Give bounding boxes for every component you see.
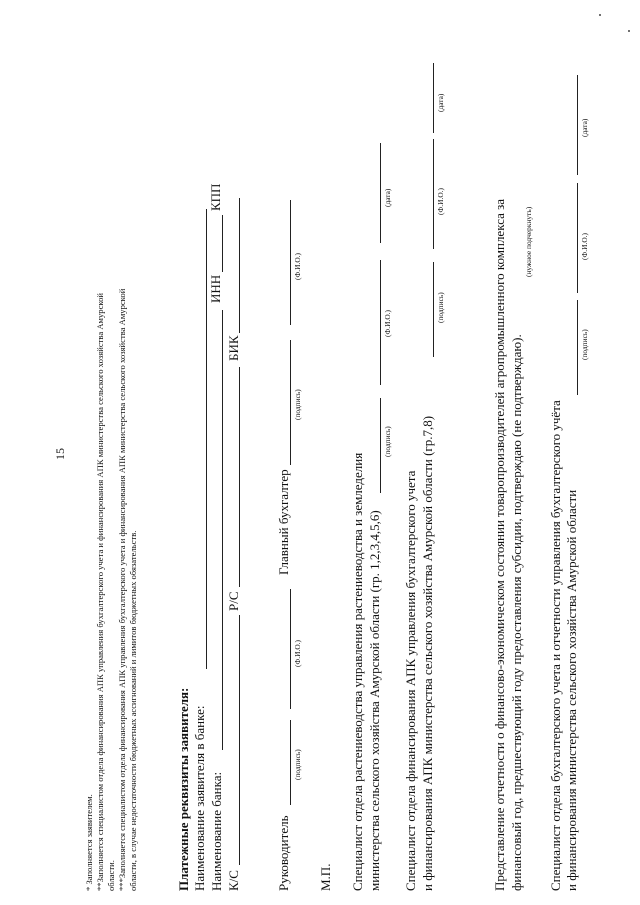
director-signature-caption: (подпись) bbox=[293, 749, 302, 780]
plant-signature-line bbox=[380, 398, 381, 493]
director-fio-line bbox=[290, 589, 291, 709]
fin-specialist-line-2: и финансирования АПК министерства сельского хозяйства Амурской области (гр.7,8) bbox=[420, 415, 435, 891]
plant-date-line bbox=[380, 143, 381, 243]
report-hint: (нужное подчеркнуть) bbox=[524, 206, 533, 277]
director-fio-caption: (Ф.И.О.) bbox=[293, 640, 302, 667]
bik-line bbox=[239, 198, 240, 333]
report-line-2: финансовый год, предшествующий году предоставления субсидии, подтверждаю (не подтверждаю). bbox=[509, 334, 524, 891]
name-in-bank-label: Наименование заявителя в банке: bbox=[192, 705, 207, 891]
fin-signature-caption: (подпись) bbox=[436, 292, 445, 323]
footnote-3: ***Заполняется специалистом отдела финансирования АПК управления бухгалтерского учета и финансирования АПК министерства сельского хозяйства Амурской bbox=[117, 288, 127, 891]
fin-fio-line bbox=[433, 139, 434, 249]
plant-date-caption: (дата) bbox=[383, 188, 392, 207]
footnote-2-cont: области. bbox=[106, 860, 116, 891]
chief-accountant-signature-caption: (подпись) bbox=[293, 389, 302, 420]
rs-line bbox=[239, 367, 240, 587]
scan-speck bbox=[599, 14, 601, 16]
ks-label: К/С bbox=[226, 870, 241, 891]
acc-fio-line bbox=[577, 183, 578, 293]
fin-specialist-line-1: Специалист отдела финансирования АПК управления бухгалтерского учета bbox=[403, 470, 418, 891]
plant-specialist-line-2: министерства сельского хозяйства Амурской области (гр. 1,2,3,4,5,6) bbox=[367, 510, 382, 891]
inn-line bbox=[222, 215, 223, 272]
name-in-bank-line bbox=[206, 209, 207, 669]
chief-accountant-fio-caption: (Ф.И.О.) bbox=[293, 253, 302, 280]
acc-signature-line bbox=[577, 300, 578, 395]
fin-date-caption: (дата) bbox=[436, 93, 445, 112]
stamp-place: М.П. bbox=[318, 863, 333, 891]
bank-name-line bbox=[222, 310, 223, 750]
director-signature-line bbox=[290, 720, 291, 805]
page-number: 15 bbox=[53, 448, 67, 460]
scan-speck bbox=[628, 30, 630, 32]
chief-accountant-fio-line bbox=[290, 200, 291, 325]
acc-signature-caption: (подпись) bbox=[580, 329, 589, 360]
plant-fio-caption: (Ф.И.О.) bbox=[383, 310, 392, 337]
inn-label: ИНН bbox=[208, 274, 223, 303]
bank-name-label: Наименование банка: bbox=[209, 771, 224, 891]
ks-line bbox=[239, 615, 240, 865]
accounting-specialist-line-2: и финансирования министерства сельского хозяйства Амурской области bbox=[564, 489, 579, 891]
footnote-1: * Заполняется заявителем. bbox=[84, 794, 94, 891]
rs-label: Р/С bbox=[226, 591, 241, 611]
report-line-1: Представление отчетности о финансово-экономическом состоянии товаропроизводителей агропромышленного комплекса за bbox=[492, 198, 507, 891]
requisites-heading: Платежные реквизиты заявителя: bbox=[176, 687, 191, 891]
plant-specialist-line-1: Специалист отдела растениеводства управления растениеводства и земледелия bbox=[350, 452, 365, 891]
chief-accountant-signature-line bbox=[290, 340, 291, 465]
bik-label: БИК bbox=[226, 335, 241, 361]
chief-accountant-label: Главный бухгалтер bbox=[276, 469, 291, 575]
kpp-label: КПП bbox=[208, 183, 223, 211]
footnote-2: **Заполняется специалистом отдела финансирования АПК управления бухгалтерского учета и финансирования АПК министерства сельского хозяйства Амурской bbox=[95, 292, 105, 891]
fin-date-line bbox=[433, 63, 434, 133]
acc-fio-caption: (Ф.И.О.) bbox=[580, 233, 589, 260]
fin-fio-caption: (Ф.И.О.) bbox=[436, 188, 445, 215]
plant-fio-line bbox=[380, 260, 381, 385]
director-label: Руководитель bbox=[276, 815, 291, 891]
footnote-3-cont: области, в случае недостаточности бюджетных ассигнований и лимитов бюджетных обязательств. bbox=[128, 530, 138, 891]
plant-signature-caption: (подпись) bbox=[383, 426, 392, 457]
fin-signature-line bbox=[433, 262, 434, 357]
acc-date-caption: (дата) bbox=[580, 118, 589, 137]
acc-date-line bbox=[577, 75, 578, 175]
accounting-specialist-line-1: Специалист отдела бухгалтерского учета и отчетности управления бухгалтерского учёта bbox=[548, 400, 563, 891]
